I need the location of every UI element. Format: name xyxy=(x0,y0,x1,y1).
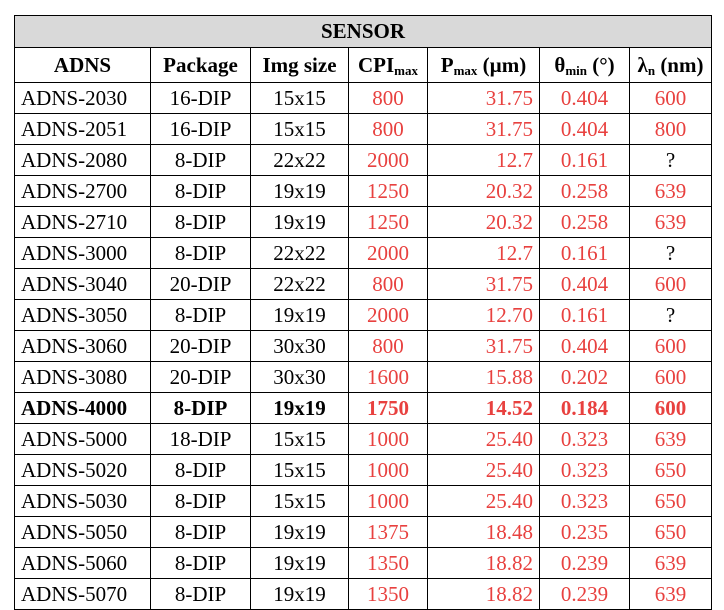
table-row xyxy=(15,517,712,548)
table-cell: 0.404 xyxy=(540,331,630,362)
table-cell: 0.258 xyxy=(540,176,630,207)
table-cell: 22x22 xyxy=(251,269,349,300)
table-cell: 1250 xyxy=(349,207,428,238)
table-cell: 14.52 xyxy=(428,393,540,424)
table-cell: 0.404 xyxy=(540,83,630,114)
table-cell: 8-DIP xyxy=(151,517,251,548)
table-cell: 19x19 xyxy=(251,300,349,331)
table-cell: 12.70 xyxy=(428,300,540,331)
table-cell: 639 xyxy=(630,579,712,610)
table-cell: 1000 xyxy=(349,424,428,455)
table-cell: 600 xyxy=(630,269,712,300)
table-cell: 2000 xyxy=(349,145,428,176)
table-cell: 0.323 xyxy=(540,424,630,455)
column-header-label: Package xyxy=(163,53,238,77)
table-cell: 639 xyxy=(630,176,712,207)
table-cell: 0.323 xyxy=(540,455,630,486)
column-header-label: Img size xyxy=(262,53,337,77)
column-header-label: ADNS xyxy=(53,53,112,77)
table-row xyxy=(15,176,712,207)
table-cell: 2000 xyxy=(349,300,428,331)
table-cell: 31.75 xyxy=(428,269,540,300)
table-cell: 8-DIP xyxy=(151,393,251,424)
table-cell: 600 xyxy=(630,83,712,114)
table-cell: 600 xyxy=(630,362,712,393)
column-header-label: θ xyxy=(554,53,566,77)
table-cell: 650 xyxy=(630,455,712,486)
table-cell: 19x19 xyxy=(251,517,349,548)
table-cell: 800 xyxy=(630,114,712,145)
table-cell: 16-DIP xyxy=(151,114,251,145)
table-cell: 12.7 xyxy=(428,145,540,176)
column-header-unit: (µm) xyxy=(477,53,527,77)
table-row xyxy=(15,424,712,455)
table-cell: 0.323 xyxy=(540,486,630,517)
column-header xyxy=(540,48,630,83)
table-row xyxy=(15,238,712,269)
column-header-subscript: max xyxy=(453,63,478,78)
table-cell: 31.75 xyxy=(428,331,540,362)
table-cell: ADNS-3000 xyxy=(15,238,151,269)
table-cell: 18.82 xyxy=(428,579,540,610)
table-row xyxy=(15,207,712,238)
table-cell: ? xyxy=(630,238,712,269)
table-cell: ADNS-4000 xyxy=(15,393,151,424)
column-header-subscript: max xyxy=(394,63,418,78)
table-cell: 15x15 xyxy=(251,83,349,114)
table-cell: 15x15 xyxy=(251,114,349,145)
table-row xyxy=(15,455,712,486)
table-cell: ADNS-3040 xyxy=(15,269,151,300)
table-cell: 18.82 xyxy=(428,548,540,579)
table-cell: 800 xyxy=(349,269,428,300)
column-header xyxy=(428,48,540,83)
table-cell: 0.202 xyxy=(540,362,630,393)
table-cell: 639 xyxy=(630,207,712,238)
table-title: SENSOR xyxy=(15,16,712,48)
table-cell: 0.404 xyxy=(540,114,630,145)
table-cell: 8-DIP xyxy=(151,176,251,207)
table-cell: 0.235 xyxy=(540,517,630,548)
table-cell: 19x19 xyxy=(251,176,349,207)
table-cell: 600 xyxy=(630,331,712,362)
table-cell: 20-DIP xyxy=(151,269,251,300)
column-header-label: CPI xyxy=(357,53,395,77)
table-row xyxy=(15,300,712,331)
table-cell: 19x19 xyxy=(251,548,349,579)
table-cell: 639 xyxy=(630,548,712,579)
sensor-table xyxy=(14,15,712,610)
table-row xyxy=(15,83,712,114)
table-cell: 31.75 xyxy=(428,83,540,114)
table-row xyxy=(15,114,712,145)
table-cell: 1000 xyxy=(349,455,428,486)
table-cell: ADNS-5050 xyxy=(15,517,151,548)
table-cell: 8-DIP xyxy=(151,548,251,579)
table-cell: 650 xyxy=(630,517,712,548)
column-header-unit: (°) xyxy=(587,53,615,77)
table-cell: ADNS-2051 xyxy=(15,114,151,145)
table-row xyxy=(15,486,712,517)
table-cell: 18.48 xyxy=(428,517,540,548)
table-cell: ADNS-2710 xyxy=(15,207,151,238)
table-cell: 800 xyxy=(349,331,428,362)
table-cell: 8-DIP xyxy=(151,579,251,610)
table-cell: 16-DIP xyxy=(151,83,251,114)
column-header-label: P xyxy=(440,53,454,77)
table-cell: ? xyxy=(630,145,712,176)
table-cell: ADNS-5060 xyxy=(15,548,151,579)
table-cell: 8-DIP xyxy=(151,300,251,331)
column-header-label: λ xyxy=(637,53,648,77)
column-header xyxy=(15,48,151,83)
table-cell: 0.184 xyxy=(540,393,630,424)
table-cell: 0.258 xyxy=(540,207,630,238)
table-body xyxy=(15,83,712,610)
table-row xyxy=(15,393,712,424)
table-cell: ADNS-3060 xyxy=(15,331,151,362)
table-cell: ? xyxy=(630,300,712,331)
column-header xyxy=(630,48,712,83)
table-cell: ADNS-3050 xyxy=(15,300,151,331)
table-cell: 1250 xyxy=(349,176,428,207)
table-cell: 20.32 xyxy=(428,176,540,207)
table-cell: 31.75 xyxy=(428,114,540,145)
table-cell: 8-DIP xyxy=(151,455,251,486)
column-header-subscript: n xyxy=(647,63,656,78)
table-cell: 19x19 xyxy=(251,207,349,238)
table-cell: 20-DIP xyxy=(151,331,251,362)
column-header-unit: (nm) xyxy=(655,53,704,77)
table-cell: ADNS-5000 xyxy=(15,424,151,455)
column-header xyxy=(349,48,428,83)
table-cell: ADNS-3080 xyxy=(15,362,151,393)
table-cell: 22x22 xyxy=(251,238,349,269)
table-cell: 2000 xyxy=(349,238,428,269)
table-row xyxy=(15,331,712,362)
table-cell: 0.239 xyxy=(540,548,630,579)
column-header xyxy=(151,48,251,83)
table-cell: 18-DIP xyxy=(151,424,251,455)
table-cell: ADNS-5020 xyxy=(15,455,151,486)
table-cell: 15x15 xyxy=(251,486,349,517)
table-row xyxy=(15,362,712,393)
table-row xyxy=(15,579,712,610)
table-cell: 8-DIP xyxy=(151,238,251,269)
table-cell: 8-DIP xyxy=(151,145,251,176)
table-cell: 0.161 xyxy=(540,300,630,331)
table-cell: 600 xyxy=(630,393,712,424)
table-cell: 15.88 xyxy=(428,362,540,393)
table-row xyxy=(15,269,712,300)
table-cell: ADNS-2700 xyxy=(15,176,151,207)
table-cell: 800 xyxy=(349,114,428,145)
table-cell: 15x15 xyxy=(251,455,349,486)
table-cell: 1350 xyxy=(349,548,428,579)
table-cell: 800 xyxy=(349,83,428,114)
table-cell: 1750 xyxy=(349,393,428,424)
table-cell: 0.404 xyxy=(540,269,630,300)
column-header-row xyxy=(15,48,712,83)
table-cell: 20.32 xyxy=(428,207,540,238)
table-cell: 19x19 xyxy=(251,579,349,610)
table-cell: ADNS-5030 xyxy=(15,486,151,517)
table-cell: 25.40 xyxy=(428,486,540,517)
column-header xyxy=(251,48,349,83)
table-cell: 22x22 xyxy=(251,145,349,176)
table-cell: 15x15 xyxy=(251,424,349,455)
table-cell: 1600 xyxy=(349,362,428,393)
table-cell: 0.239 xyxy=(540,579,630,610)
table-cell: ADNS-5070 xyxy=(15,579,151,610)
table-cell: 639 xyxy=(630,424,712,455)
table-cell: 650 xyxy=(630,486,712,517)
table-cell: 25.40 xyxy=(428,455,540,486)
table-cell: 8-DIP xyxy=(151,486,251,517)
table-row xyxy=(15,548,712,579)
table-cell: 25.40 xyxy=(428,424,540,455)
table-cell: 12.7 xyxy=(428,238,540,269)
table-cell: 8-DIP xyxy=(151,207,251,238)
table-cell: 0.161 xyxy=(540,238,630,269)
table-cell: 20-DIP xyxy=(151,362,251,393)
table-cell: 1000 xyxy=(349,486,428,517)
table-cell: 1375 xyxy=(349,517,428,548)
table-cell: 1350 xyxy=(349,579,428,610)
table-cell: ADNS-2080 xyxy=(15,145,151,176)
table-cell: 30x30 xyxy=(251,362,349,393)
table-title-row xyxy=(15,16,712,48)
table-cell: 30x30 xyxy=(251,331,349,362)
column-header-subscript: min xyxy=(565,63,587,78)
table-cell: ADNS-2030 xyxy=(15,83,151,114)
table-cell: 19x19 xyxy=(251,393,349,424)
table-row xyxy=(15,145,712,176)
table-cell: 0.161 xyxy=(540,145,630,176)
